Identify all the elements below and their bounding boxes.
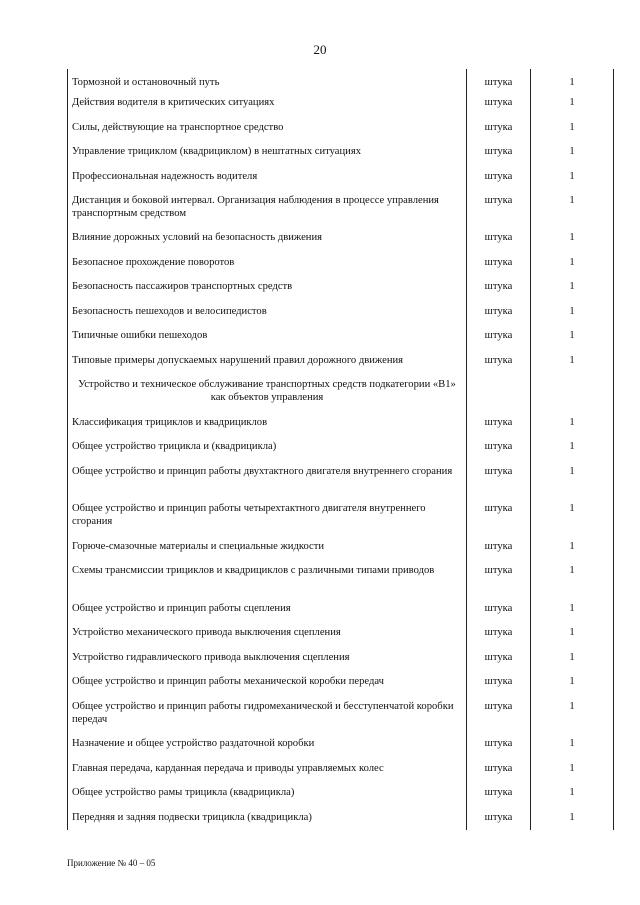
item-quantity: 1 (531, 672, 614, 697)
item-name: Безопасность пассажиров транспортных средств (68, 277, 467, 302)
item-quantity: 1 (531, 623, 614, 648)
table-row (68, 734, 614, 759)
item-unit: штука (467, 462, 531, 499)
item-unit: штука (467, 326, 531, 351)
table-row (68, 759, 614, 783)
item-quantity: 1 (531, 351, 614, 375)
table-row (68, 561, 614, 599)
item-name: Общее устройство трицикла и (квадрицикла) (68, 437, 467, 462)
table-row (68, 697, 614, 734)
item-unit: штука (467, 277, 531, 302)
item-unit: штука (467, 413, 531, 437)
item-unit: штука (467, 437, 531, 462)
item-name: Горюче-смазочные материалы и специальные жидкости (68, 537, 467, 561)
item-quantity: 1 (531, 561, 614, 599)
item-name: Дистанция и боковой интервал. Организация наблюдения в процессе управления транспортным средством (68, 191, 467, 228)
table-row (68, 599, 614, 623)
item-quantity: 1 (531, 462, 614, 499)
item-quantity: 1 (531, 697, 614, 734)
item-quantity: 1 (531, 191, 614, 228)
item-unit: штука (467, 167, 531, 191)
item-quantity: 1 (531, 167, 614, 191)
item-name: Устройство и техническое обслуживание транспортных средств подкатегории «B1» как объектов управления (68, 375, 467, 413)
item-name: Устройство гидравлического привода выключения сцепления (68, 648, 467, 672)
table-row (68, 277, 614, 302)
table-row (68, 351, 614, 375)
item-name: Общее устройство и принцип работы двухтактного двигателя внутреннего сгорания (68, 462, 467, 499)
item-quantity: 1 (531, 118, 614, 142)
item-quantity: 1 (531, 808, 614, 830)
item-unit: штука (467, 118, 531, 142)
item-name: Действия водителя в критических ситуациях (68, 93, 467, 118)
item-quantity: 1 (531, 413, 614, 437)
item-name: Схемы трансмиссии трициклов и квадрициклов с различными типами приводов (68, 561, 467, 599)
table-row (68, 672, 614, 697)
item-unit: штука (467, 191, 531, 228)
table-row (68, 167, 614, 191)
item-quantity: 1 (531, 437, 614, 462)
table-row (68, 648, 614, 672)
footer-note: Приложение № 40 – 05 (67, 858, 156, 868)
item-quantity: 1 (531, 783, 614, 808)
table-row (68, 228, 614, 253)
table-body (68, 69, 614, 830)
item-name: Устройство механического привода выключения сцепления (68, 623, 467, 648)
item-quantity: 1 (531, 228, 614, 253)
item-name: Типовые примеры допускаемых нарушений правил дорожного движения (68, 351, 467, 375)
item-quantity: 1 (531, 759, 614, 783)
table-row (68, 537, 614, 561)
table-row (68, 191, 614, 228)
item-name: Влияние дорожных условий на безопасность движения (68, 228, 467, 253)
item-quantity: 1 (531, 69, 614, 93)
table-row (68, 462, 614, 499)
item-name: Общее устройство рамы трицикла (квадрицикла) (68, 783, 467, 808)
item-unit: штука (467, 783, 531, 808)
item-quantity: 1 (531, 599, 614, 623)
item-unit: штука (467, 228, 531, 253)
item-name: Безопасность пешеходов и велосипедистов (68, 302, 467, 326)
item-unit: штука (467, 537, 531, 561)
table-row (68, 413, 614, 437)
item-quantity: 1 (531, 302, 614, 326)
item-name: Управление трициклом (квадрициклом) в нештатных ситуациях (68, 142, 467, 167)
item-unit: штука (467, 302, 531, 326)
item-quantity: 1 (531, 499, 614, 537)
item-unit: штука (467, 69, 531, 93)
item-name: Главная передача, карданная передача и приводы управляемых колес (68, 759, 467, 783)
item-unit: штука (467, 648, 531, 672)
item-name: Передняя и задняя подвески трицикла (квадрицикла) (68, 808, 467, 830)
item-unit: штука (467, 561, 531, 599)
item-unit: штука (467, 253, 531, 277)
table-row (68, 69, 614, 93)
table-row (68, 326, 614, 351)
item-name: Безопасное прохождение поворотов (68, 253, 467, 277)
item-quantity (531, 375, 614, 413)
item-unit: штука (467, 759, 531, 783)
item-quantity: 1 (531, 93, 614, 118)
table-row (68, 118, 614, 142)
item-unit (467, 375, 531, 413)
item-name: Типичные ошибки пешеходов (68, 326, 467, 351)
item-unit: штука (467, 142, 531, 167)
item-name: Тормозной и остановочный путь (68, 69, 467, 93)
item-quantity: 1 (531, 142, 614, 167)
item-name: Общее устройство и принцип работы механической коробки передач (68, 672, 467, 697)
item-unit: штука (467, 808, 531, 830)
item-unit: штука (467, 599, 531, 623)
table-row (68, 623, 614, 648)
item-quantity: 1 (531, 537, 614, 561)
item-name: Общее устройство и принцип работы четырехтактного двигателя внутреннего сгорания (68, 499, 467, 537)
item-quantity: 1 (531, 648, 614, 672)
item-unit: штука (467, 734, 531, 759)
table-row (68, 783, 614, 808)
table-row (68, 375, 614, 413)
item-name: Профессиональная надежность водителя (68, 167, 467, 191)
item-unit: штука (467, 697, 531, 734)
item-unit: штука (467, 672, 531, 697)
table-row (68, 808, 614, 830)
item-name: Назначение и общее устройство раздаточной коробки (68, 734, 467, 759)
table-row (68, 253, 614, 277)
item-quantity: 1 (531, 277, 614, 302)
item-unit: штука (467, 499, 531, 537)
item-name: Общее устройство и принцип работы гидромеханической и бесступенчатой коробки передач (68, 697, 467, 734)
item-unit: штука (467, 351, 531, 375)
page-number: 20 (313, 42, 327, 57)
equipment-table (67, 69, 614, 830)
table-row (68, 499, 614, 537)
item-quantity: 1 (531, 734, 614, 759)
item-unit: штука (467, 623, 531, 648)
table-row (68, 142, 614, 167)
table-row (68, 93, 614, 118)
item-quantity: 1 (531, 326, 614, 351)
item-name: Общее устройство и принцип работы сцепления (68, 599, 467, 623)
item-name: Силы, действующие на транспортное средство (68, 118, 467, 142)
item-quantity: 1 (531, 253, 614, 277)
item-unit: штука (467, 93, 531, 118)
item-name: Классификация трициклов и квадрициклов (68, 413, 467, 437)
table-row (68, 437, 614, 462)
table-row (68, 302, 614, 326)
